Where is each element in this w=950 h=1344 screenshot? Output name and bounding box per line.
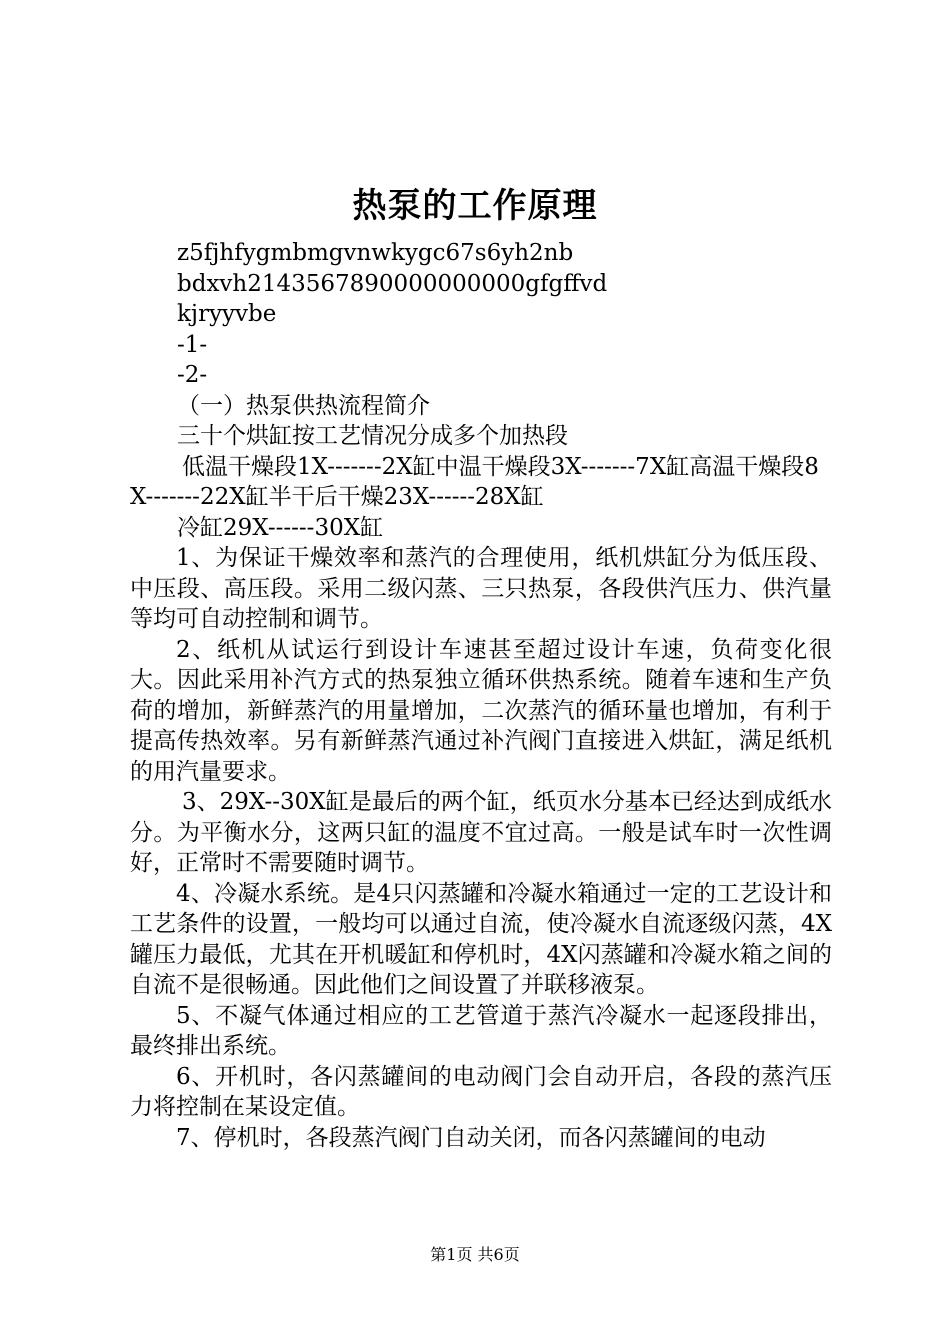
code-line-1: z5fjhfygmbmgvnwkygc67s6yh2nb <box>177 240 574 266</box>
paragraph-4: 4、冷凝水系统。是4只闪蒸罐和冷凝水箱通过一定的工艺设计和工艺条件的设置，一般均可以通过自流，使冷凝水自流逐级闪蒸，4X罐压力最低，尤其在开机暖缸和停机时，4X闪蒸罐和冷凝水箱之间的自流不是很畅通。因此他们之间设置了并联移液泵。 <box>130 880 832 998</box>
paragraph-7: 7、停机时，各段蒸汽阀门自动关闭，而各闪蒸罐间的电动 <box>176 1124 766 1151</box>
cold-cylinder-line: 冷缸29X------30X缸 <box>177 514 384 541</box>
page-marker-1: -1- <box>177 331 208 358</box>
section-heading: （一）热泵供热流程简介 <box>177 392 430 419</box>
code-line-3: kjryyvbe <box>177 301 277 327</box>
paragraph-2: 2、纸机从试运行到设计车速甚至超过设计车速，负荷变化很大。因此采用补汽方式的热泵独立循环供热系统。随着车速和生产负荷的增加，新鲜蒸汽的用量增加，二次蒸汽的循环量也增加，有利于提高传热效率。另有新鲜蒸汽通过补汽阀门直接进入烘缸，满足纸机的用汽量要求。 <box>130 636 832 785</box>
paragraph-6: 6、开机时，各闪蒸罐间的电动阀门会自动开启，各段的蒸汽压力将控制在某设定值。 <box>130 1063 832 1120</box>
code-line-2: bdxvh2143567890000000000gfgffvd <box>177 270 608 297</box>
segments-line: 低温干燥段1X-------2X缸中温干燥段3X-------7X缸高温干燥段8X-------22X缸半干后干燥23X------28X缸 <box>130 453 819 510</box>
document-body <box>130 238 832 1153</box>
paragraph-3: 3、29X--30X缸是最后的两个缸，纸页水分基本已经达到成纸水分。为平衡水分，这两只缸的温度不宜过高。一般是试车时一次性调好，正常时不需要随时调节。 <box>130 789 832 876</box>
paragraph-1: 1、为保证干燥效率和蒸汽的合理使用，纸机烘缸分为低压段、中压段、高压段。采用二级闪蒸、三只热泵，各段供汽压力、供汽量等均可自动控制和调节。 <box>130 545 832 632</box>
paragraph-5: 5、不凝气体通过相应的工艺管道于蒸汽冷凝水一起逐段排出，最终排出系统。 <box>130 1002 832 1059</box>
intro-line: 三十个烘缸按工艺情况分成多个加热段 <box>177 423 568 449</box>
page-marker-2: -2- <box>177 362 208 388</box>
document-title: 热泵的工作原理 <box>352 186 598 226</box>
page-footer: 第1页 共6页 <box>430 1245 520 1264</box>
